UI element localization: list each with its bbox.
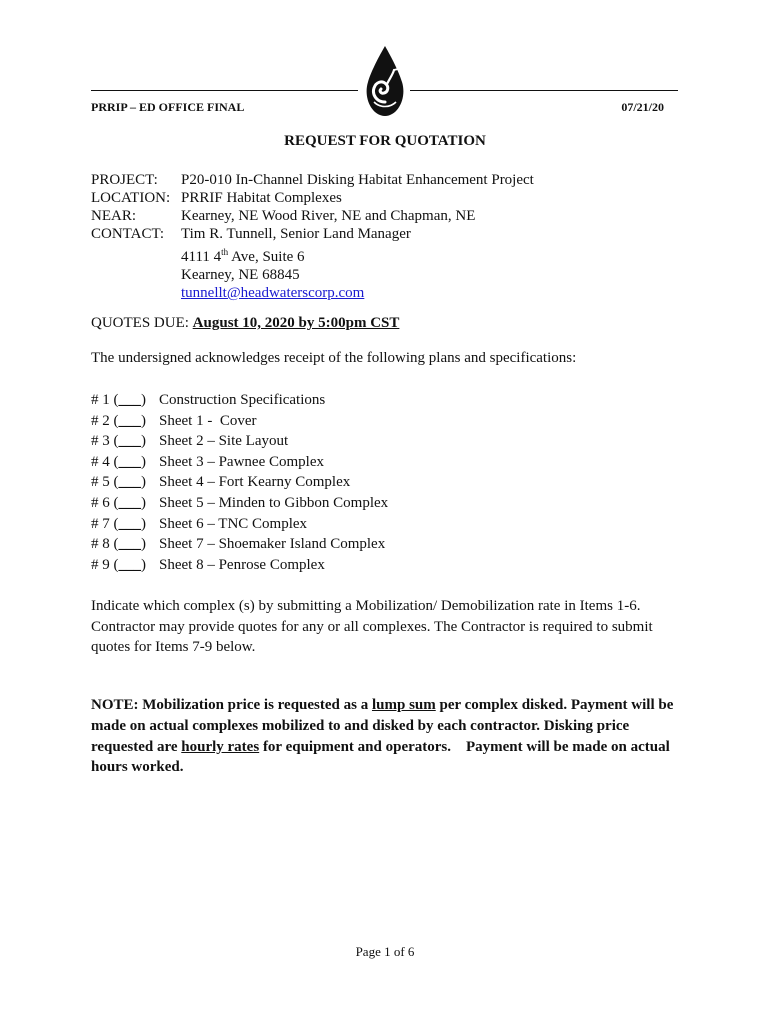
sheet-checkbox[interactable]: # 2 (___) xyxy=(91,412,146,429)
project-value: P20-010 In-Channel Disking Habitat Enhancement Project xyxy=(181,172,534,188)
sheet-name: Sheet 5 – Minden to Gibbon Complex xyxy=(159,494,389,511)
sheet-checkbox[interactable]: # 6 (___) xyxy=(91,494,146,511)
sheet-row xyxy=(91,472,388,493)
near-value: Kearney, NE Wood River, NE and Chapman, NE xyxy=(181,208,476,224)
quotes-due-value: August 10, 2020 by 5:00pm CST xyxy=(192,315,400,331)
sheet-checkbox[interactable]: # 1 (___) xyxy=(91,392,146,408)
page-number: Page 1 of 6 xyxy=(355,944,415,959)
near-label: NEAR: xyxy=(91,208,136,224)
sheet-name: Sheet 6 – TNC Complex xyxy=(159,515,308,532)
near-row xyxy=(91,207,534,225)
address-city-row xyxy=(91,266,534,284)
sheet-row xyxy=(91,534,388,555)
note-paragraph: NOTE: Mobilization price is requested as a lump sum per complex disked. Payment will be made on actual complexes mobilized to and disked by each contractor. Disking price requested are hourly rates for equipment and operators. Payment will be made on actual hours worked. xyxy=(91,697,674,776)
sheet-name: Sheet 2 – Site Layout xyxy=(159,433,289,450)
sheet-name: Construction Specifications xyxy=(159,392,326,408)
page-title: REQUEST FOR QUOTATION xyxy=(284,133,486,149)
sheet-list xyxy=(91,390,388,575)
location-value: PRRIF Habitat Complexes xyxy=(181,190,342,206)
hourly-rates-text: hourly rates xyxy=(181,738,260,755)
address-street-row xyxy=(91,243,534,266)
crane-waterdrop-logo xyxy=(360,44,410,120)
sheet-row xyxy=(91,514,388,535)
quotes-due xyxy=(91,315,399,332)
sheet-checkbox[interactable]: # 7 (___) xyxy=(91,515,146,532)
sheet-checkbox[interactable]: # 9 (___) xyxy=(91,556,146,573)
header-rule-left xyxy=(91,90,358,91)
org-header: PRRIP – ED OFFICE FINAL xyxy=(91,100,245,114)
quotes-due-label: QUOTES DUE: xyxy=(91,315,193,331)
sheet-row xyxy=(91,452,388,473)
project-row xyxy=(91,171,534,189)
contact-row xyxy=(91,225,534,243)
contact-email-link[interactable]: tunnellt@headwaterscorp.com xyxy=(181,285,365,301)
location-row xyxy=(91,189,534,207)
instructions-paragraph: Indicate which complex (s) by submitting a Mobilization/ Demobilization rate in Items 1-6. Contractor may provide quotes for any or all complexes. The Contractor is required to submit quotes for Items 7-9 below. xyxy=(91,598,653,655)
sheet-name: Sheet 3 – Pawnee Complex xyxy=(159,453,324,470)
document-date: 07/21/20 xyxy=(621,100,664,114)
sheet-checkbox[interactable]: # 8 (___) xyxy=(91,536,146,553)
sheet-row xyxy=(91,431,388,452)
sheet-checkbox[interactable]: # 3 (___) xyxy=(91,433,146,450)
sheet-checkbox[interactable]: # 5 (___) xyxy=(91,474,146,491)
address-city: Kearney, NE 68845 xyxy=(181,267,300,283)
sheet-row xyxy=(91,555,388,576)
sheet-name: Sheet 1 - Cover xyxy=(159,412,257,429)
sheet-name: Sheet 7 – Shoemaker Island Complex xyxy=(159,536,386,553)
project-info-block xyxy=(91,171,534,302)
sheet-row xyxy=(91,411,388,432)
location-label: LOCATION: xyxy=(91,190,171,206)
contact-label: CONTACT: xyxy=(91,226,165,242)
sheet-checkbox[interactable]: # 4 (___) xyxy=(91,453,146,470)
header-rule-right xyxy=(410,90,678,91)
acknowledgement-text: The undersigned acknowledges receipt of the following plans and specifications: xyxy=(91,350,577,366)
email-row xyxy=(91,284,534,302)
sheet-row xyxy=(91,493,388,514)
lump-sum-text: lump sum xyxy=(371,697,436,713)
project-label: PROJECT: xyxy=(91,172,158,188)
address-street: 4111 4th Ave, Suite 6 xyxy=(181,247,305,265)
contact-value: Tim R. Tunnell, Senior Land Manager xyxy=(181,226,411,242)
sheet-name: Sheet 8 – Penrose Complex xyxy=(159,556,325,573)
sheet-name: Sheet 4 – Fort Kearny Complex xyxy=(159,474,351,491)
sheet-row xyxy=(91,390,388,411)
